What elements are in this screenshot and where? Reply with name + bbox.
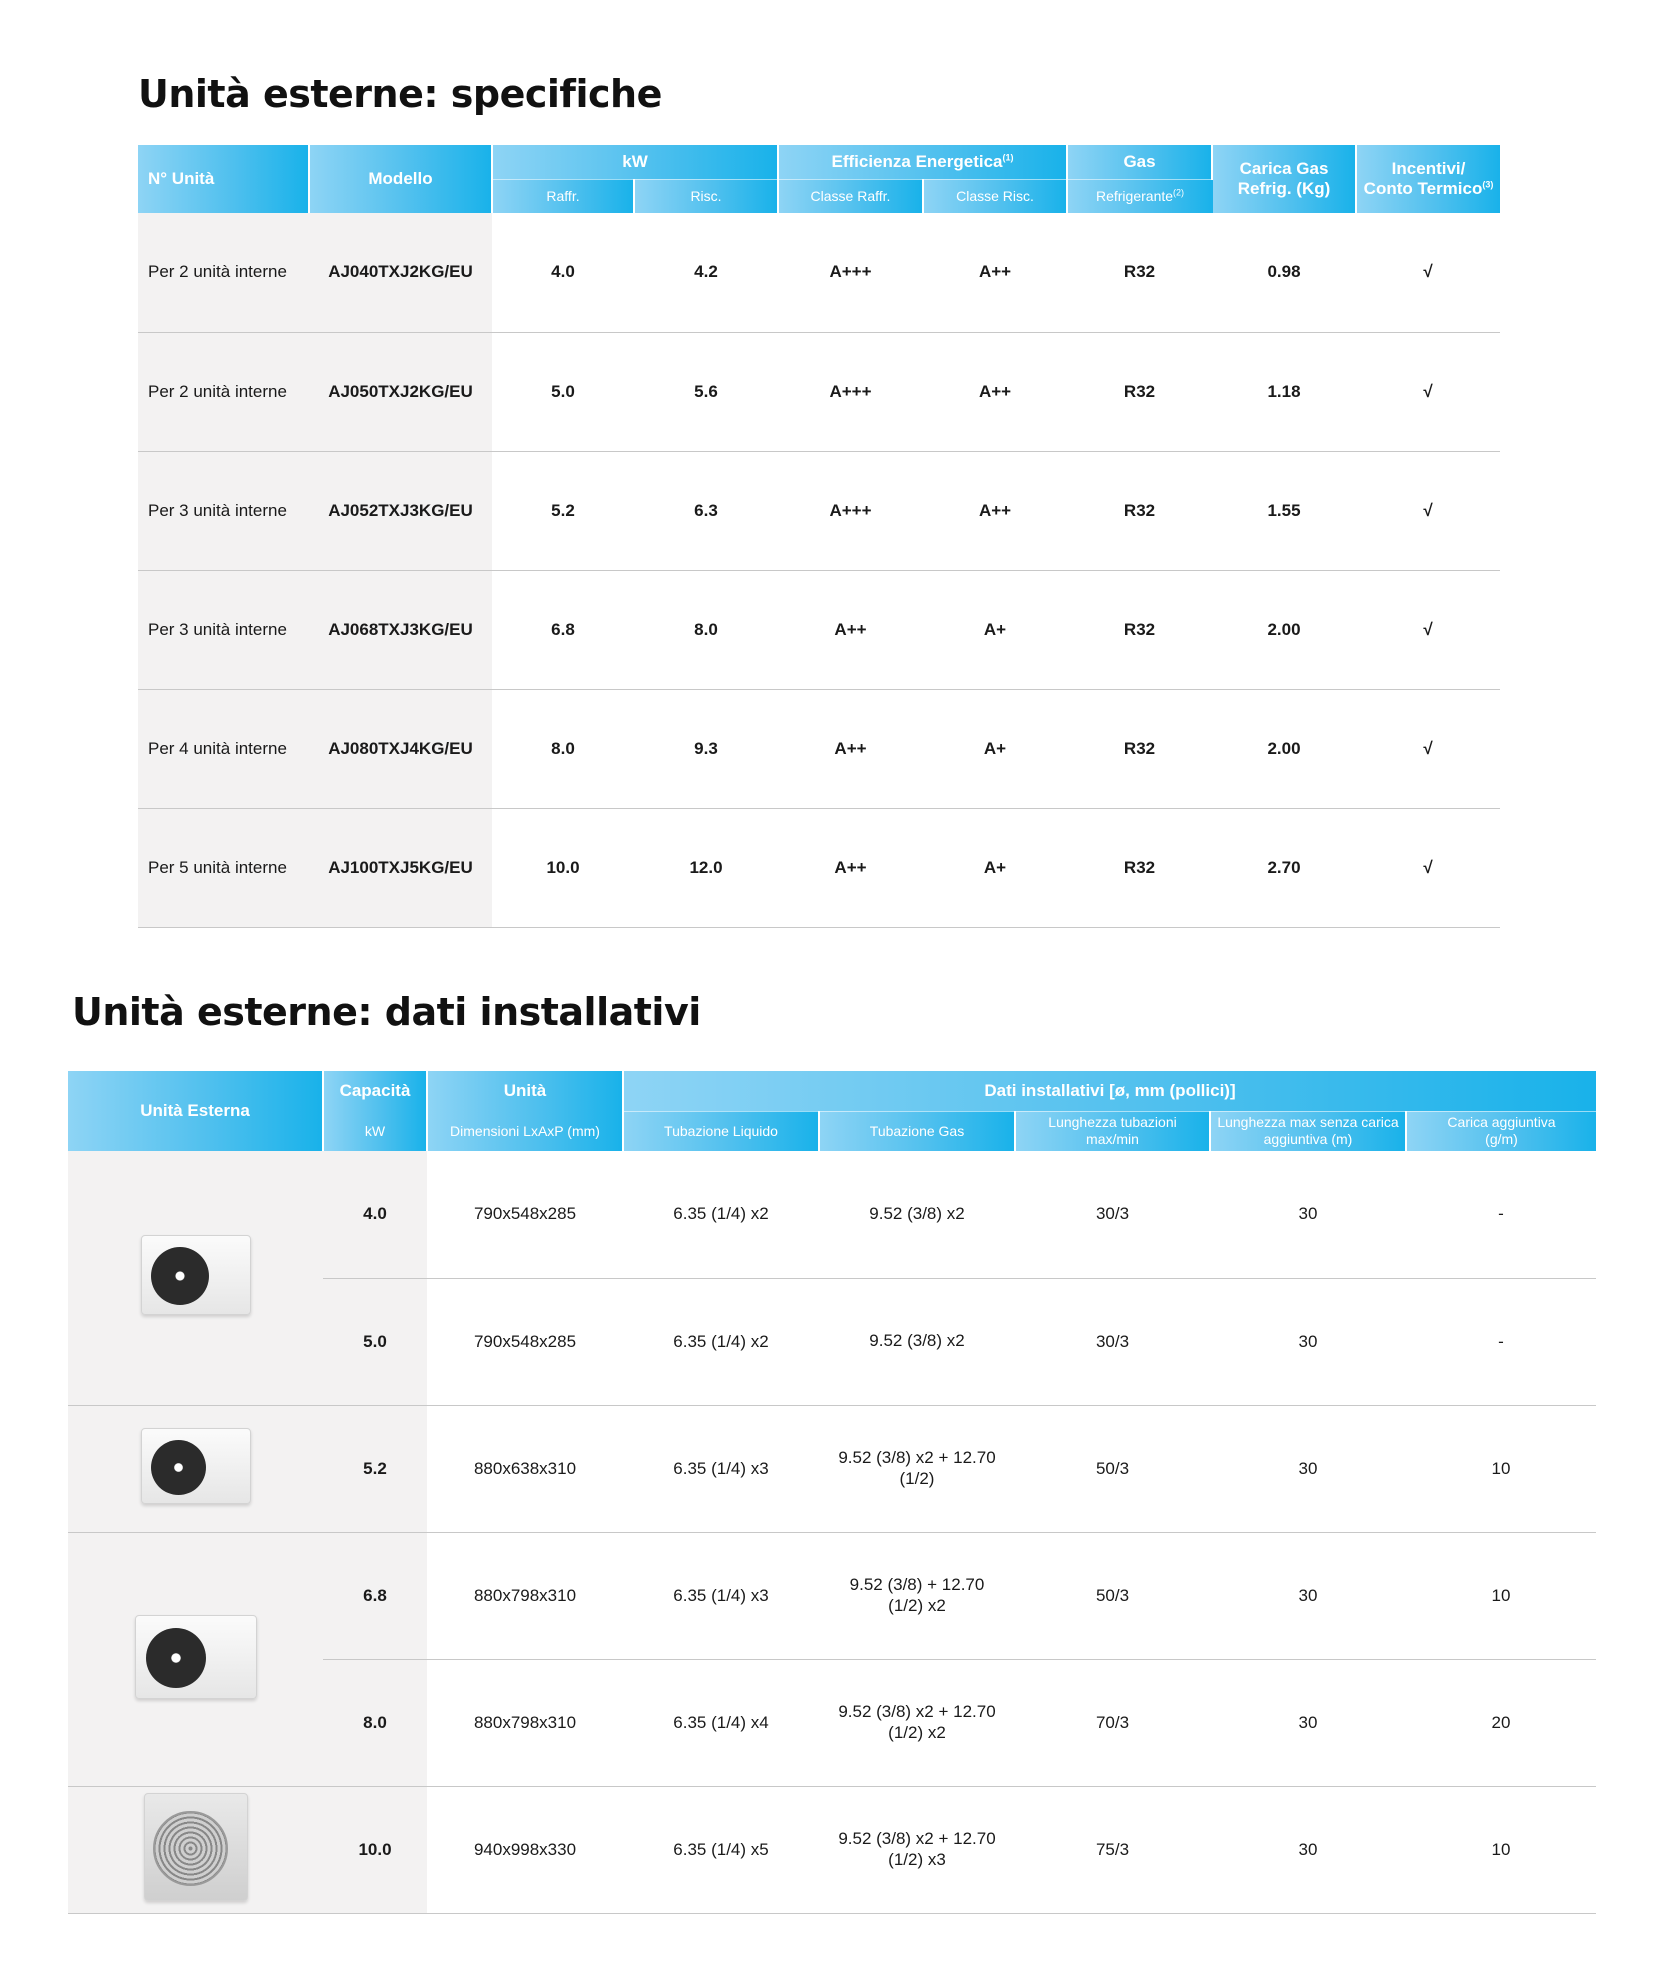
header-gas: Gas — [1067, 145, 1212, 179]
spec-table — [138, 145, 1500, 928]
outdoor-unit-image — [141, 1235, 251, 1315]
inst-cell-dim: 940x998x330 — [427, 1786, 623, 1913]
inst-cell-carica: - — [1406, 1151, 1596, 1278]
spec-cell-incentivi: √ — [1356, 451, 1500, 570]
inst-cell-gas — [819, 1659, 1015, 1786]
spec-cell-incentivi: √ — [1356, 808, 1500, 927]
inst-cell-liquido: 6.35 (1/4) x5 — [623, 1786, 819, 1913]
gas-line-1: 9.52 (3/8) x2 + 12.70 — [838, 1702, 996, 1722]
spec-cell-gas: R32 — [1067, 332, 1212, 451]
spec-cell-incentivi: √ — [1356, 332, 1500, 451]
inst-cell-lung: 75/3 — [1015, 1786, 1210, 1913]
inst-cell-gas — [819, 1786, 1015, 1913]
spec-cell-unit: Per 4 unità interne — [138, 689, 309, 808]
spec-cell-gas: R32 — [1067, 451, 1212, 570]
inst-cell-carica: 10 — [1406, 1532, 1596, 1659]
inst-cell-lung: 50/3 — [1015, 1532, 1210, 1659]
inst-cell-dim: 790x548x285 — [427, 1278, 623, 1405]
header-raffr: Raffr. — [492, 179, 634, 213]
inst-cell-carica: - — [1406, 1278, 1596, 1405]
spec-cell-classe-risc: A+ — [923, 808, 1067, 927]
spec-cell-gas: R32 — [1067, 689, 1212, 808]
inst-cell-senza: 30 — [1210, 1405, 1406, 1532]
inst-cell-senza: 30 — [1210, 1532, 1406, 1659]
unit-image-cell — [68, 1786, 323, 1913]
spec-cell-unit: Per 2 unità interne — [138, 332, 309, 451]
spec-cell-incentivi: √ — [1356, 570, 1500, 689]
inst-cell-kw: 5.0 — [323, 1278, 427, 1405]
header-classe-risc: Classe Risc. — [923, 179, 1067, 213]
spec-cell-risc: 5.6 — [634, 332, 778, 451]
inst-row — [68, 1151, 1596, 1278]
inst-cell-senza: 30 — [1210, 1278, 1406, 1405]
spec-cell-raffr: 8.0 — [492, 689, 634, 808]
fan-icon — [151, 1247, 209, 1305]
inst-cell-senza: 30 — [1210, 1151, 1406, 1278]
inst-cell-carica: 10 — [1406, 1786, 1596, 1913]
spec-cell-carica: 1.18 — [1212, 332, 1356, 451]
header-incentivi: Incentivi/ Conto Termico$^{(3)}$ — [1356, 145, 1500, 213]
header-carica-aggiuntiva: Carica aggiuntiva (g/m) — [1406, 1111, 1596, 1151]
spec-cell-raffr: 6.8 — [492, 570, 634, 689]
spec-cell-carica: 2.00 — [1212, 689, 1356, 808]
spec-cell-risc: 4.2 — [634, 213, 778, 332]
fan-icon — [151, 1440, 206, 1495]
inst-cell-lung: 30/3 — [1015, 1278, 1210, 1405]
inst-cell-carica: 10 — [1406, 1405, 1596, 1532]
spec-cell-unit: Per 3 unità interne — [138, 570, 309, 689]
spec-row — [138, 570, 1500, 689]
spec-cell-risc: 9.3 — [634, 689, 778, 808]
inst-cell-gas — [819, 1532, 1015, 1659]
spec-title: Unità esterne: specifiche — [138, 72, 662, 116]
inst-cell-kw: 4.0 — [323, 1151, 427, 1278]
header-refrigerante: Refrigerante$^{(2)}$ — [1067, 179, 1212, 213]
inst-cell-liquido: 6.35 (1/4) x2 — [623, 1278, 819, 1405]
spec-cell-classe-risc: A++ — [923, 332, 1067, 451]
unit-image-cell — [68, 1151, 323, 1405]
inst-cell-kw: 5.2 — [323, 1405, 427, 1532]
header-unita: Unità — [427, 1071, 623, 1111]
spec-cell-classe-raffr: A+++ — [778, 332, 923, 451]
header-kw: kW — [492, 145, 778, 179]
spec-cell-classe-raffr: A+++ — [778, 213, 923, 332]
fan-icon — [153, 1811, 228, 1886]
header-liquido: Tubazione Liquido — [623, 1111, 819, 1151]
spec-cell-gas: R32 — [1067, 808, 1212, 927]
spec-cell-carica: 1.55 — [1212, 451, 1356, 570]
spec-row — [138, 213, 1500, 332]
inst-cell-kw: 10.0 — [323, 1786, 427, 1913]
inst-cell-gas — [819, 1151, 1015, 1278]
unit-image-cell — [68, 1532, 323, 1786]
header-senza-carica: Lunghezza max senza carica aggiuntiva (m) — [1210, 1111, 1406, 1151]
spec-cell-classe-risc: A++ — [923, 213, 1067, 332]
inst-cell-dim: 880x798x310 — [427, 1659, 623, 1786]
spec-cell-raffr: 4.0 — [492, 213, 634, 332]
spec-cell-gas: R32 — [1067, 213, 1212, 332]
spec-cell-gas: R32 — [1067, 570, 1212, 689]
gas-line-1: 9.52 (3/8) x2 — [869, 1331, 965, 1351]
inst-cell-liquido: 6.35 (1/4) x2 — [623, 1151, 819, 1278]
spec-row — [138, 689, 1500, 808]
spec-cell-classe-risc: A+ — [923, 570, 1067, 689]
spec-cell-classe-raffr: A+++ — [778, 451, 923, 570]
spec-row — [138, 808, 1500, 927]
inst-row — [68, 1532, 1596, 1659]
spec-cell-classe-risc: A+ — [923, 689, 1067, 808]
spec-cell-model: AJ100TXJ5KG/EU — [309, 808, 492, 927]
header-lunghezza: Lunghezza tubazioni max/min — [1015, 1111, 1210, 1151]
unit-image-cell — [68, 1405, 323, 1532]
gas-line-1: 9.52 (3/8) x2 + 12.70 — [838, 1829, 996, 1849]
spec-cell-carica: 0.98 — [1212, 213, 1356, 332]
spec-cell-risc: 6.3 — [634, 451, 778, 570]
header-tubazione-gas: Tubazione Gas — [819, 1111, 1015, 1151]
outdoor-unit-image — [141, 1428, 251, 1504]
gas-line-1: 9.52 (3/8) x2 + 12.70 — [838, 1448, 996, 1468]
spec-cell-model: AJ068TXJ3KG/EU — [309, 570, 492, 689]
spec-cell-incentivi: √ — [1356, 689, 1500, 808]
header-dimensioni: Dimensioni LxAxP (mm) — [427, 1111, 623, 1151]
inst-cell-lung: 30/3 — [1015, 1151, 1210, 1278]
header-carica: Carica Gas Refrig. (Kg) — [1212, 145, 1356, 213]
inst-cell-kw: 6.8 — [323, 1532, 427, 1659]
header-dati: Dati installativi [ø, mm (pollici)] — [623, 1071, 1596, 1111]
gas-line-2: (1/2) — [899, 1468, 935, 1488]
gas-line-2: (1/2) x2 — [888, 1722, 946, 1742]
spec-cell-classe-raffr: A++ — [778, 808, 923, 927]
inst-table — [68, 1071, 1596, 1914]
spec-cell-model: AJ050TXJ2KG/EU — [309, 332, 492, 451]
header-model: Modello — [309, 145, 492, 213]
header-risc: Risc. — [634, 179, 778, 213]
inst-cell-senza: 30 — [1210, 1786, 1406, 1913]
inst-cell-lung: 70/3 — [1015, 1659, 1210, 1786]
spec-cell-raffr: 5.0 — [492, 332, 634, 451]
fan-icon — [146, 1628, 206, 1688]
outdoor-unit-image — [144, 1793, 248, 1901]
spec-cell-classe-risc: A++ — [923, 451, 1067, 570]
spec-cell-model: AJ052TXJ3KG/EU — [309, 451, 492, 570]
outdoor-unit-image — [135, 1615, 257, 1699]
spec-cell-raffr: 10.0 — [492, 808, 634, 927]
spec-cell-carica: 2.00 — [1212, 570, 1356, 689]
gas-line-1: 9.52 (3/8) x2 — [869, 1204, 965, 1224]
header-esterna: Unità Esterna — [68, 1071, 323, 1151]
spec-cell-classe-raffr: A++ — [778, 689, 923, 808]
header-classe-raffr: Classe Raffr. — [778, 179, 923, 213]
spec-cell-model: AJ080TXJ4KG/EU — [309, 689, 492, 808]
spec-cell-unit: Per 5 unità interne — [138, 808, 309, 927]
inst-cell-senza: 30 — [1210, 1659, 1406, 1786]
spec-cell-incentivi: √ — [1356, 213, 1500, 332]
gas-line-1: 9.52 (3/8) + 12.70 — [849, 1575, 985, 1595]
inst-cell-liquido: 6.35 (1/4) x3 — [623, 1405, 819, 1532]
gas-line-2: (1/2) x2 — [888, 1595, 946, 1615]
inst-cell-liquido: 6.35 (1/4) x3 — [623, 1532, 819, 1659]
inst-title: Unità esterne: dati installativi — [72, 990, 701, 1034]
header-capacita: Capacità — [323, 1071, 427, 1111]
inst-cell-liquido: 6.35 (1/4) x4 — [623, 1659, 819, 1786]
header-kw: kW — [323, 1111, 427, 1151]
spec-cell-risc: 8.0 — [634, 570, 778, 689]
spec-cell-unit: Per 2 unità interne — [138, 213, 309, 332]
gas-line-2: (1/2) x3 — [888, 1849, 946, 1869]
inst-cell-lung: 50/3 — [1015, 1405, 1210, 1532]
inst-cell-dim: 880x638x310 — [427, 1405, 623, 1532]
spec-cell-carica: 2.70 — [1212, 808, 1356, 927]
header-unit: N° Unità — [138, 145, 309, 213]
spec-row — [138, 332, 1500, 451]
inst-row — [68, 1786, 1596, 1913]
inst-cell-dim: 790x548x285 — [427, 1151, 623, 1278]
spec-row — [138, 451, 1500, 570]
inst-cell-carica: 20 — [1406, 1659, 1596, 1786]
inst-cell-kw: 8.0 — [323, 1659, 427, 1786]
spec-cell-model: AJ040TXJ2KG/EU — [309, 213, 492, 332]
spec-cell-risc: 12.0 — [634, 808, 778, 927]
inst-cell-gas — [819, 1278, 1015, 1405]
header-efficiency: Efficienza Energetica$^{(1)}$ — [778, 145, 1067, 179]
inst-row — [68, 1405, 1596, 1532]
spec-cell-classe-raffr: A++ — [778, 570, 923, 689]
inst-cell-dim: 880x798x310 — [427, 1532, 623, 1659]
inst-cell-gas — [819, 1405, 1015, 1532]
spec-cell-raffr: 5.2 — [492, 451, 634, 570]
spec-cell-unit: Per 3 unità interne — [138, 451, 309, 570]
